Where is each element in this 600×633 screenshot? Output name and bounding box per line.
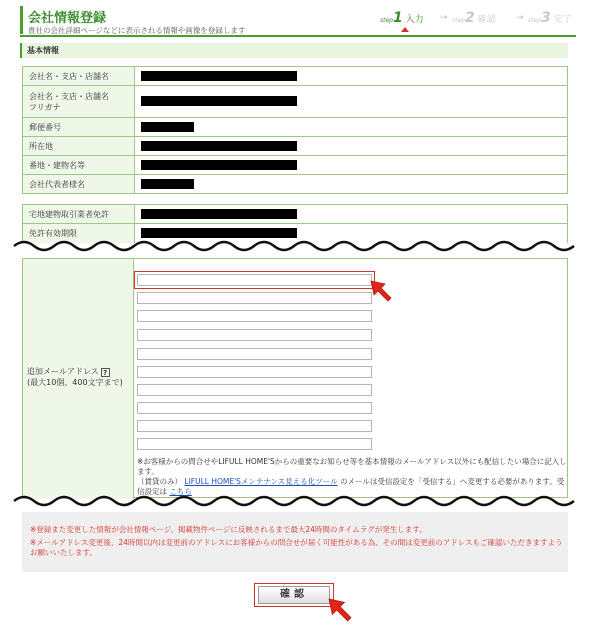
redacted-value xyxy=(141,71,297,81)
row-label: 免許有効期限 xyxy=(23,224,135,243)
email-input-8[interactable] xyxy=(137,402,372,414)
maintenance-tool-link[interactable]: LIFULL HOME'Sメンテナンス見える化ツール xyxy=(184,477,338,486)
email-label: 追加メールアドレス ? (最大10個、400文字まで) xyxy=(27,367,123,387)
page-header xyxy=(20,6,576,38)
email-input-2[interactable] xyxy=(137,292,372,304)
section-header-basic-info xyxy=(20,43,568,58)
step-arrow-icon: → xyxy=(440,13,448,23)
table-row xyxy=(23,118,567,137)
redacted-value xyxy=(141,122,194,132)
warning-text: ※登録また変更した情報が会社情報ページ、掲載物件ページに反映されるまで最大24時間のタイムラグが発生します。 xyxy=(30,525,427,534)
email-row-label-cell xyxy=(23,259,134,499)
step-arrow-icon: → xyxy=(516,13,524,23)
email-note: ※お客様からの問合せやLIFULL HOME'Sからの重要なお知らせ等を基本情報のメールアドレス以外にも配信したい場合に記入します。 （賃貸のみ） LIFULL HOME'Sメンテナンス見える化ツール のメールは受信設定を「受信する」へ変更する必要があります。受信設定は こちら xyxy=(137,457,567,496)
redacted-value xyxy=(141,228,297,238)
table-row xyxy=(23,67,567,86)
email-limit-text: (最大10個、400文字まで) xyxy=(27,378,123,387)
help-icon[interactable]: ? xyxy=(101,368,110,377)
step-3-complete: step3 完了 xyxy=(528,10,572,26)
license-table xyxy=(22,204,568,243)
step-indicator xyxy=(380,10,596,28)
email-input-5[interactable] xyxy=(137,348,372,360)
header-accent-bar xyxy=(20,6,23,34)
row-label: 所在地 xyxy=(23,137,135,155)
table-row xyxy=(23,205,567,224)
row-label: 宅地建物取引業者免許 xyxy=(23,205,135,223)
redacted-value xyxy=(141,209,297,219)
email-input-10[interactable] xyxy=(137,438,372,450)
red-arrow-pointer-icon xyxy=(370,280,392,302)
additional-email-row xyxy=(22,258,568,498)
email-input-9[interactable] xyxy=(137,420,372,432)
table-row xyxy=(23,86,567,118)
basic-info-table xyxy=(22,66,568,194)
warning-text: ※メールアドレス変更後、24時間以内は変更前のアドレスにお客様からの問合せが届く可能性がある為、その間は変更前のアドレスもご確認いただきますようお願いいたします。 xyxy=(30,538,563,557)
page-subtitle: 貴社の会社詳細ページなどに表示される情報や画像を登録します xyxy=(28,26,246,35)
step-1-input: step1 入力 xyxy=(380,10,424,26)
table-row xyxy=(23,156,567,175)
row-label: 番地・建物名等 xyxy=(23,156,135,174)
row-label: 会社代表者様名 xyxy=(23,175,135,193)
email-input-7[interactable] xyxy=(137,384,372,396)
row-label: 会社名・支店・店舗名 xyxy=(23,67,135,85)
email-input-6[interactable] xyxy=(137,366,372,378)
redacted-value xyxy=(141,96,297,106)
wave-break-icon xyxy=(14,240,574,252)
page-title: 会社情報登録 xyxy=(28,11,107,26)
red-arrow-pointer-icon xyxy=(328,598,352,622)
row-label: 会社名・支店・店舗名 フリガナ xyxy=(23,86,135,117)
current-step-caret-icon xyxy=(401,27,409,32)
email-input-4[interactable] xyxy=(137,329,372,341)
header-divider xyxy=(20,35,576,37)
email-input-3[interactable] xyxy=(137,310,372,322)
warning-box xyxy=(22,512,568,572)
redacted-value xyxy=(141,141,297,151)
section-title: 基本情報 xyxy=(27,46,59,55)
wave-break-icon xyxy=(14,495,574,507)
row-label: 郵便番号 xyxy=(23,118,135,136)
receive-settings-link[interactable]: こちら xyxy=(169,487,192,496)
redacted-value xyxy=(141,160,297,170)
confirm-button[interactable]: 確認 xyxy=(258,586,330,604)
redacted-value xyxy=(141,179,194,189)
table-row xyxy=(23,175,567,194)
email-input-1[interactable] xyxy=(137,274,372,286)
section-accent-bar xyxy=(20,43,22,58)
step-2-confirm: step2 確認 xyxy=(452,10,496,26)
table-row xyxy=(23,137,567,156)
